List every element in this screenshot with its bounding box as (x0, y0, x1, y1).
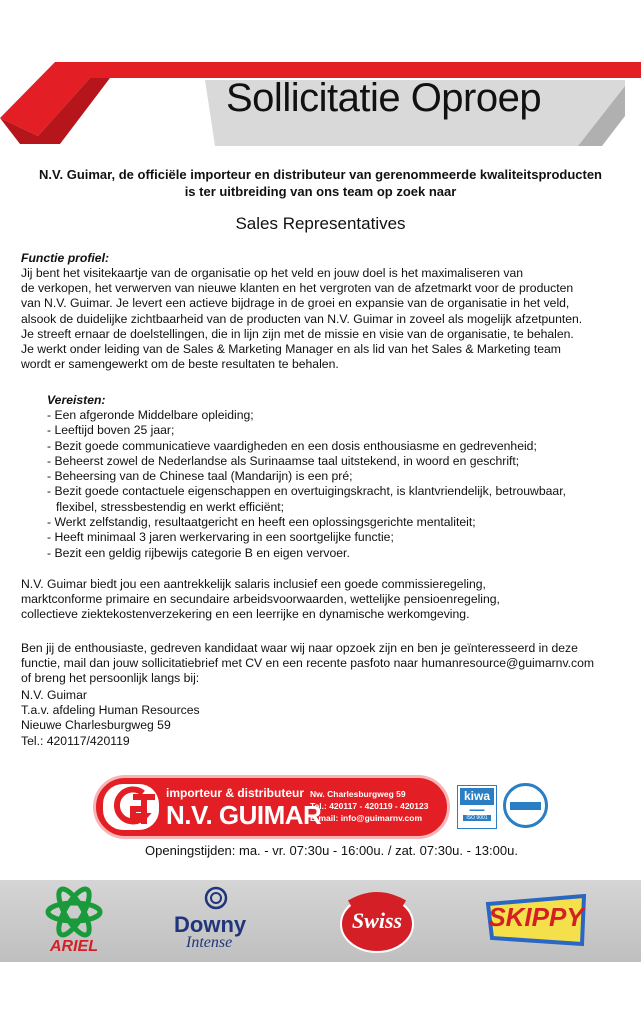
kiwa-label: kiwa (460, 788, 494, 805)
apply-line: functie, mail dan jouw sollicitatiebrief met CV en een recente pasfoto naar humanresource@guimarnv.com (21, 656, 595, 671)
intro-line: is ter uitbreiding van ons team op zoek naar (184, 184, 457, 199)
profile-line: Je werkt onder leiding van de Sales & Marketing Manager en als lid van het Sales & Marketing team (21, 342, 561, 357)
company-logo (93, 775, 450, 839)
profile-line: alsook de duidelijke zichtbaarheid van de producten van N.V. Guimar in zoveel als mogelijk afzetpunten. (21, 311, 583, 326)
logo-company-name: N.V. GUIMAR (166, 800, 322, 830)
requirement-item: - Werkt zelfstandig, resultaatgericht en heeft een oplossingsgerichte mentaliteit; (47, 515, 476, 530)
iso-label: ISO 9001 (463, 815, 491, 821)
ariel-wordmark: ARIEL (50, 938, 98, 955)
page-title: Sollicitatie Oproep (226, 76, 542, 120)
requirement-item: - Bezit goede contactuele eigenschappen en overtuigingskracht, is klantvriendelijk, betrouwbaar, (47, 484, 566, 499)
requirements-list (47, 408, 566, 561)
skippy-logo (484, 894, 588, 948)
profile-line: de verkopen, het verwerven van nieuwe klanten en het vergroten van de afzetmarkt voor de producten (21, 281, 574, 296)
requirement-item: - Leeftijd boven 25 jaar; (47, 423, 175, 438)
intro-text (0, 166, 641, 200)
contact-line: T.a.v. afdeling Human Resources (21, 703, 200, 718)
brand-logos-strip (0, 880, 641, 962)
opening-hours: Openingstijden: ma. - vr. 07:30u - 16:00u. / zat. 07:30u. - 13:00u. (145, 843, 518, 858)
requirement-item: - Bezit een geldig rijbewijs categorie B en eigen vervoer. (47, 545, 350, 560)
profile-line: wordt er samengewerkt om de beste resultaten te behalen. (21, 357, 339, 372)
requirements-heading: Vereisten: (47, 393, 106, 407)
kiwa-sub: ▬▬▬ (469, 807, 485, 813)
profile-text (21, 266, 621, 372)
contact-line: Nieuwe Charlesburgweg 59 (21, 718, 171, 733)
contact-address (21, 688, 200, 749)
swiss-logo (338, 886, 416, 956)
downy-logo (170, 886, 262, 958)
ariel-atom-icon (34, 886, 114, 941)
requirement-item: - Een afgeronde Middelbare opleiding; (47, 408, 254, 422)
contact-line: N.V. Guimar (21, 688, 87, 702)
downy-swirl-icon (170, 886, 262, 912)
kiwa-certification-badge (457, 785, 497, 829)
position-title: Sales Representatives (235, 214, 406, 233)
downy-subline: Intense (186, 934, 233, 951)
requirement-item: - Beheerst zowel de Nederlandse als Surinaamse taal uitstekend, in woord en geschrift; (47, 453, 520, 468)
gt-monogram-icon (103, 784, 159, 830)
ariel-logo (34, 886, 114, 956)
downy-wordmark: Downy (174, 912, 247, 937)
apply-text (21, 641, 594, 687)
certification-seal-icon (503, 783, 548, 828)
offer-line: N.V. Guimar biedt jou een aantrekkelijk salaris inclusief een goede commissieregeling, (21, 577, 486, 591)
apply-line: of breng het persoonlijk langs bij: (21, 671, 200, 686)
skippy-wordmark: SKIPPY (488, 902, 584, 932)
requirement-continuation: flexibel, stressbestendig en werkt efficiënt; (56, 499, 285, 514)
swiss-wordmark: Swiss (351, 908, 403, 933)
profile-line: Je streeft ernaar de doelstellingen, die in lijn zijn met de missie en visie van de organisatie, te behalen. (21, 326, 574, 341)
profile-line: Jij bent het visitekaartje van de organisatie op het veld en jouw doel is het maximaliseren van (21, 266, 524, 280)
logo-address (310, 788, 428, 824)
requirement-item (47, 500, 566, 515)
apply-line: Ben jij de enthousiaste, gedreven kandidaat waar wij naar opzoek zijn en ben je geïnteresseerd in deze (21, 641, 578, 655)
offer-text (21, 577, 500, 623)
logo-phone: Tel.: 420117 - 420119 - 420123 (310, 801, 429, 811)
profile-line: van N.V. Guimar. Je levert een actieve bijdrage in de groei en expansie van de organisatie in het veld, (21, 296, 570, 311)
logo-email: E-mail: info@guimarnv.com (310, 813, 423, 823)
requirement-item: - Heeft minimaal 3 jaren werkervaring in een soortgelijke functie; (47, 530, 394, 545)
intro-line: N.V. Guimar, de officiële importeur en distributeur van gerenommeerde kwaliteitsproducten (39, 167, 602, 182)
contact-line: Tel.: 420117/420119 (21, 733, 130, 748)
offer-line: marktconforme primaire en secundaire arbeidsvoorwaarden, wettelijke pensioenregeling, (21, 592, 500, 607)
requirement-item: - Beheersing van de Chinese taal (Mandarijn) is een pré; (47, 469, 353, 484)
offer-line: collectieve ziektekostenverzekering en een leerrijke en dynamische werkomgeving. (21, 607, 470, 622)
logo-street: Nw. Charlesburgweg 59 (310, 789, 406, 799)
profile-heading: Functie profiel: (21, 251, 110, 265)
requirement-item: - Bezit goede communicatieve vaardigheden en een dosis enthousiasme en gedrevenheid; (47, 438, 537, 453)
logo-tagline: importeur & distributeur (166, 786, 305, 800)
